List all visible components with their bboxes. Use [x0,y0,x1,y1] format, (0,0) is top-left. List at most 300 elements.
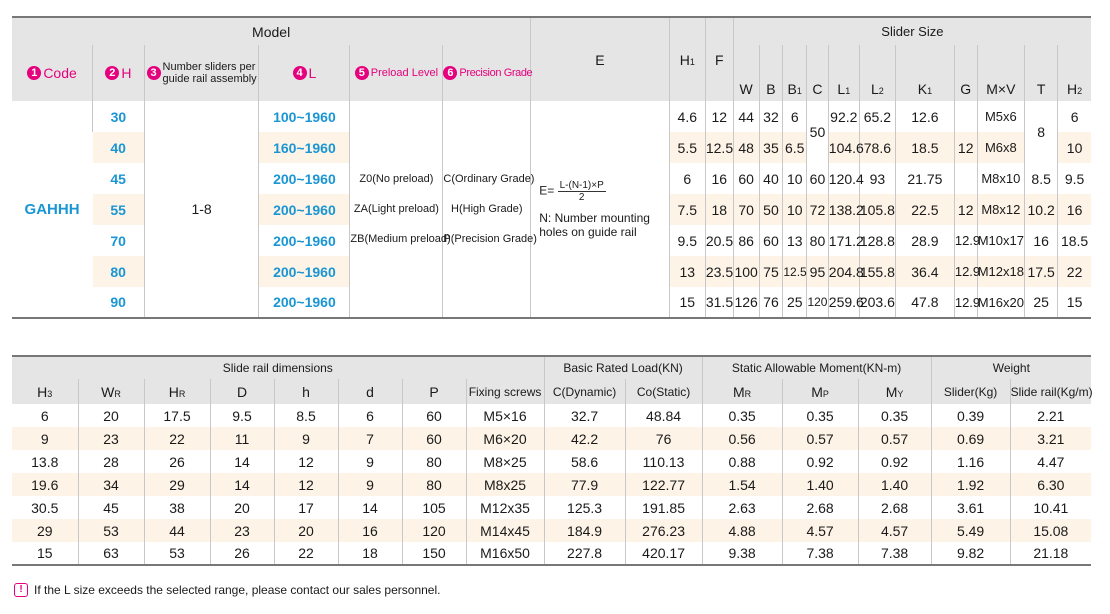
k1-base: K [917,81,928,97]
f-cell: 12 [705,101,733,132]
e-fraction [558,180,606,203]
rail-cell: 122.77 [625,473,702,496]
preload-cell [350,101,451,318]
mv-cell: M8x10 [977,163,1025,194]
rail-cell: 1.40 [782,473,858,496]
slider-spec-table [12,16,1091,319]
h-cell: 30 [93,101,145,132]
f-cell: 20.5 [705,225,733,256]
l2-cell: 155.8 [859,256,895,287]
rail-cell: 14 [210,450,274,473]
h2-header [1058,45,1091,101]
k1-header [895,45,954,101]
rail-col-header-base: Slider(Kg) [943,384,998,399]
h2-sub: 2 [1077,86,1083,96]
n-sliders-badge: 3 [147,66,161,80]
rail-cell: 18 [338,542,402,565]
w-base: W [739,81,753,97]
rail-cell: 4.47 [1010,450,1091,473]
l2-cell: 93 [859,163,895,194]
rail-cell: 0.57 [782,427,858,450]
l-cell: 200~1960 [259,225,350,256]
rail-cell: 20 [210,496,274,519]
b1-cell: 10 [783,194,807,225]
g-cell [954,101,977,132]
n-sliders-line2: guide rail assembly [162,73,257,85]
precision-p: P(Precision Grade) [443,233,537,245]
rail-cell: 23 [78,427,144,450]
footnote-text: If the L size exceeds the selected range, please contact our sales personnel. [34,583,441,597]
precision-cell [443,101,537,318]
rail-cell: 15.08 [1010,519,1091,542]
rail-cell: 7 [338,427,402,450]
h2-cell: 22 [1058,256,1091,287]
rail-col-header-base: P [429,383,439,400]
rail-col-header [338,379,402,404]
rail-cell: 77.9 [544,473,625,496]
l1-sub: 1 [845,86,851,96]
rail-col-header-sub: R [114,388,121,399]
rail-cell: 28 [78,450,144,473]
t-cell: 17.5 [1025,256,1058,287]
rail-cell: 1.54 [702,473,782,496]
b-cell: 40 [759,163,783,194]
b-cell: 50 [759,194,783,225]
b1-cell: 13 [783,225,807,256]
mv-cell: M8x12 [977,194,1025,225]
l-cell: 200~1960 [259,163,350,194]
f-cell: 18 [705,194,733,225]
rail-col-header-base: C(Dynamic) [552,384,617,399]
table-row [12,496,1091,519]
l2-sub: 2 [878,86,884,96]
rail-cell: 19.6 [31,476,59,493]
rail-cell: 13.8 [31,453,59,470]
rail-cell: 3.61 [931,496,1010,519]
rail-cell: 1.16 [931,450,1010,473]
c-cell: 80 [807,225,829,256]
b1-cell: 6.5 [783,132,807,163]
w-header [733,45,759,101]
table-row [12,519,1091,542]
n-sliders-cell: 1-8 [144,101,259,318]
e-formula-cell [531,101,669,318]
l1-cell: 138.2 [828,194,859,225]
rail-cell: 8.5 [274,404,338,427]
w-cell: 48 [733,132,759,163]
rail-cell: 5.49 [931,519,1010,542]
c-cell: 95 [807,256,829,287]
l-cell: 200~1960 [259,287,350,318]
w-cell: 86 [733,225,759,256]
f-cell: 23.5 [705,256,733,287]
preload-za: ZA(Light preload) [353,203,439,215]
e-numerator: L-(N-1)×P [559,179,604,191]
g-cell: 12 [954,194,977,225]
rail-cell: 191.85 [625,496,702,519]
e-prefix: E= [539,183,555,198]
k1-cell: 22.5 [895,194,954,225]
rail-cell: 0.39 [931,404,1010,427]
rail-cell: 2.68 [782,496,858,519]
table-row [12,450,1091,473]
l1-cell: 171.2 [828,225,859,256]
slide-rail-group-header: Slide rail dimensions [222,361,333,375]
rail-cell: 76 [625,427,702,450]
rail-cell: 7.38 [782,542,858,565]
rail-spec-table [12,355,1091,566]
rail-col-header [782,379,858,404]
k1-cell: 21.75 [895,163,954,194]
rail-cell: 9 [274,427,338,450]
h-cell: 80 [110,263,126,280]
mv-header [977,45,1025,101]
static-moment-group-header: Static Allowable Moment(KN-m) [702,356,931,379]
c-cell: 60 [807,163,829,194]
e-formula [539,180,668,203]
h-number-badge: 2 [105,66,119,80]
rail-cell: 45 [78,496,144,519]
l2-cell: 65.2 [859,101,895,132]
g-cell: 12.9 [954,287,977,318]
w-cell: 60 [733,163,759,194]
rail-cell: 34 [78,473,144,496]
table-row [12,473,1091,496]
rail-cell: 22 [144,427,210,450]
h-cell: 45 [110,170,126,187]
basic-load-group-header: Basic Rated Load(KN) [544,356,702,379]
rail-col-header-base: M [885,383,898,400]
h1-cell: 15 [669,287,705,318]
l1-base: L [837,81,846,97]
precision-header [443,45,531,101]
h1-cell: 4.6 [669,101,705,132]
rail-cell: 11 [210,427,274,450]
rail-col-header-base: Fixing screws [468,384,542,399]
rail-cell: 80 [402,450,466,473]
n-sliders-line1: Number sliders per [162,61,256,73]
preload-zb: ZB(Medium preload) [350,233,451,245]
h2-cell: 10 [1058,132,1091,163]
rail-cell: 6.30 [1010,473,1091,496]
rail-cell: 2.21 [1010,404,1091,427]
b-header [759,45,783,101]
rail-cell: 26 [210,542,274,565]
rail-cell: 6 [40,407,49,424]
rail-cell: 30.5 [31,499,59,516]
rail-cell: M14x45 [466,519,544,542]
l2-header [859,45,895,101]
rail-cell: 20 [274,519,338,542]
h-cell: 90 [110,294,126,310]
b-cell: 35 [759,132,783,163]
l-cell: 160~1960 [259,132,350,163]
rail-cell: 0.35 [782,404,858,427]
rail-cell: 2.63 [702,496,782,519]
rail-col-header [274,379,338,404]
l-cell: 100~1960 [259,101,350,132]
b1-header [783,45,807,101]
e-denominator: 2 [578,191,585,203]
rail-col-header-sub: P [822,388,829,399]
rail-cell: 4.88 [702,519,782,542]
slider-size-group-header: Slider Size [733,17,1091,45]
rail-cell: M8x25 [466,473,544,496]
rail-col-header [210,379,274,404]
mv-cell: M5x6 [977,101,1025,132]
rail-cell: 7.38 [858,542,931,565]
w-cell: 44 [733,101,759,132]
f-cell: 16 [705,163,733,194]
l1-cell: 204.8 [828,256,859,287]
rail-cell: 184.9 [544,519,625,542]
rail-cell: 32.7 [544,404,625,427]
mv-cell: M16x20 [977,287,1025,318]
n-sliders-header [144,45,259,101]
l2-cell: 203.6 [859,287,895,318]
rail-cell: 53 [78,519,144,542]
rail-cell: 12 [274,450,338,473]
model-group-header: Model [252,23,291,40]
h-cell: 40 [110,139,126,156]
rail-cell: 80 [402,473,466,496]
rail-col-header-base: d [366,383,374,400]
rail-col-header-base: M [732,383,745,400]
rail-cell: 17.5 [144,404,210,427]
l2-base: L [870,81,879,97]
b1-cell: 12.5 [783,256,807,287]
rail-cell: 0.57 [858,427,931,450]
b-cell: 60 [759,225,783,256]
b1-cell: 10 [783,163,807,194]
rail-cell: 29 [144,473,210,496]
preload-badge: 5 [355,66,369,80]
b1-sub: 1 [796,86,802,96]
g-cell: 12.9 [954,256,977,287]
table-row [12,101,1091,132]
rail-cell: 63 [78,542,144,565]
rail-cell: 1.92 [931,473,1010,496]
b1-cell: 6 [783,101,807,132]
b-cell: 75 [759,256,783,287]
preload-label: Preload Level [370,66,439,79]
rail-cell: 15 [36,545,53,561]
table-row [12,404,1091,427]
rail-cell: 0.88 [702,450,782,473]
rail-cell: 10.41 [1010,496,1091,519]
rail-col-header [144,379,210,404]
rail-col-header-base: M [811,383,823,400]
mv-cell: M10x17 [977,225,1025,256]
l-number-badge: 4 [293,66,307,80]
preload-z0: Z0(No preload) [359,173,434,185]
g-base: G [960,81,972,97]
g-cell: 12.9 [954,225,977,256]
l-label: L [308,64,317,81]
rail-col-header-base: Co(Static) [636,384,691,399]
rail-cell: 4.57 [858,519,931,542]
precision-badge: 6 [443,66,457,80]
b1-cell: 25 [783,287,807,318]
h2-cell: 9.5 [1058,163,1091,194]
k1-cell: 12.6 [895,101,954,132]
l-cell: 200~1960 [259,256,350,287]
l-header [259,45,350,101]
code-cell: GAHHH [24,200,80,218]
rail-cell: 420.17 [625,542,702,565]
table-row [12,427,1091,450]
l-cell: 200~1960 [259,194,350,225]
rail-cell: 53 [144,542,210,565]
rail-cell: 227.8 [544,542,625,565]
exclamation-icon: ! [14,583,28,597]
c-header [807,45,829,101]
rail-col-header [78,379,144,404]
h2-cell: 15 [1058,287,1091,318]
mv-cell: M12x18 [977,256,1025,287]
rail-cell: 9 [338,450,402,473]
c-cell: 72 [807,194,829,225]
rail-cell: 29 [36,522,53,539]
rail-cell: 23 [210,519,274,542]
w-cell: 126 [733,287,759,318]
rail-table-header-row [12,379,1091,404]
rail-col-header [931,379,1010,404]
rail-cell: 0.56 [702,427,782,450]
rail-col-header-sub: R [744,388,752,399]
b-cell: 76 [759,287,783,318]
rail-cell: 0.92 [858,450,931,473]
l1-cell: 104.6 [828,132,859,163]
n-sliders-label [163,61,257,85]
rail-col-header-sub: 3 [47,388,53,399]
l2-cell: 78.6 [859,132,895,163]
precision-h: H(High Grade) [451,203,523,215]
b-cell: 32 [759,101,783,132]
rail-cell: 14 [338,496,402,519]
rail-cell: 4.57 [782,519,858,542]
t-cell: 25 [1025,287,1058,318]
rail-col-header-base: H [168,383,179,400]
g-header [954,45,977,101]
rail-cell: 20 [78,404,144,427]
rail-col-header-base: W [101,383,115,400]
mv-cell: M6x8 [977,132,1025,163]
l1-cell: 92.2 [828,101,859,132]
rail-cell: 9 [338,473,402,496]
rail-cell: 12 [274,473,338,496]
h1-cell: 13 [669,256,705,287]
rail-col-header [12,379,78,404]
rail-cell: 276.23 [625,519,702,542]
t-cell: 8.5 [1025,163,1058,194]
rail-cell: 0.35 [702,404,782,427]
rail-col-header-base: D [236,383,248,400]
rail-cell: 60 [402,404,466,427]
h-cell: 55 [110,201,126,218]
t-base: T [1036,81,1046,97]
k1-cell: 36.4 [895,256,954,287]
rail-cell: 22 [274,542,338,565]
w-cell: 100 [733,256,759,287]
h-cell: 70 [110,232,126,249]
code-label: Code [43,64,77,81]
rail-cell: 58.6 [544,450,625,473]
rail-col-header-sub: Y [897,388,904,399]
h1-cell: 5.5 [669,132,705,163]
t-cell: 10.2 [1025,194,1058,225]
rail-col-header [466,379,544,404]
rail-cell: 48.84 [625,404,702,427]
rail-cell: 6 [338,404,402,427]
l1-cell: 259.6 [828,287,859,318]
h1-cell: 6 [669,163,705,194]
h2-base: H [1067,81,1078,97]
c-cell: 120 [807,287,829,318]
t-header [1025,45,1058,101]
rail-cell: 44 [144,519,210,542]
c-base: C [812,81,823,97]
h1-cell: 7.5 [669,194,705,225]
rail-col-header-base: H [37,383,48,400]
precision-label: Precision Grade [459,66,533,79]
rail-cell: 1.40 [858,473,931,496]
rail-cell: 9 [40,430,49,447]
rail-col-header [1010,379,1091,404]
f-cell: 12.5 [705,132,733,163]
rail-cell: 2.68 [858,496,931,519]
k1-sub: 1 [927,86,933,96]
rail-col-header-base: Slide rail(Kg/m) [1010,384,1093,399]
rail-cell: 3.21 [1010,427,1091,450]
precision-c: C(Ordinary Grade) [443,173,535,185]
k1-cell: 28.9 [895,225,954,256]
l1-header [828,45,859,101]
rail-cell: 14 [210,473,274,496]
e-note: N: Number mounting holes on guide rail [539,210,650,239]
weight-group-header: Weight [931,356,1091,379]
l2-cell: 105.8 [859,194,895,225]
rail-cell: 17 [274,496,338,519]
b-base: B [766,81,776,97]
rail-col-header [544,379,625,404]
h1-header [669,17,705,101]
h-label: H [121,64,132,81]
rail-cell: 0.92 [782,450,858,473]
h2-cell: 18.5 [1058,225,1091,256]
rail-cell: 125.3 [544,496,625,519]
code-header [12,45,93,101]
rail-cell: M5×16 [466,404,544,427]
rail-col-header [702,379,782,404]
h1-base: H [679,51,690,68]
rail-cell: 60 [402,427,466,450]
e-header: E [531,17,669,101]
rail-cell: 9.38 [702,542,782,565]
h2-cell: 6 [1058,101,1091,132]
rail-col-header [858,379,931,404]
rail-cell: 9.5 [210,404,274,427]
rail-col-header [625,379,702,404]
rail-cell: 150 [402,542,466,565]
t-cell: 16 [1025,225,1058,256]
table-row [12,542,1091,565]
l1-cell: 120.4 [828,163,859,194]
rail-cell: M12x35 [466,496,544,519]
rail-cell: M6×20 [466,427,544,450]
preload-header [350,45,443,101]
b1-base: B [787,81,797,97]
